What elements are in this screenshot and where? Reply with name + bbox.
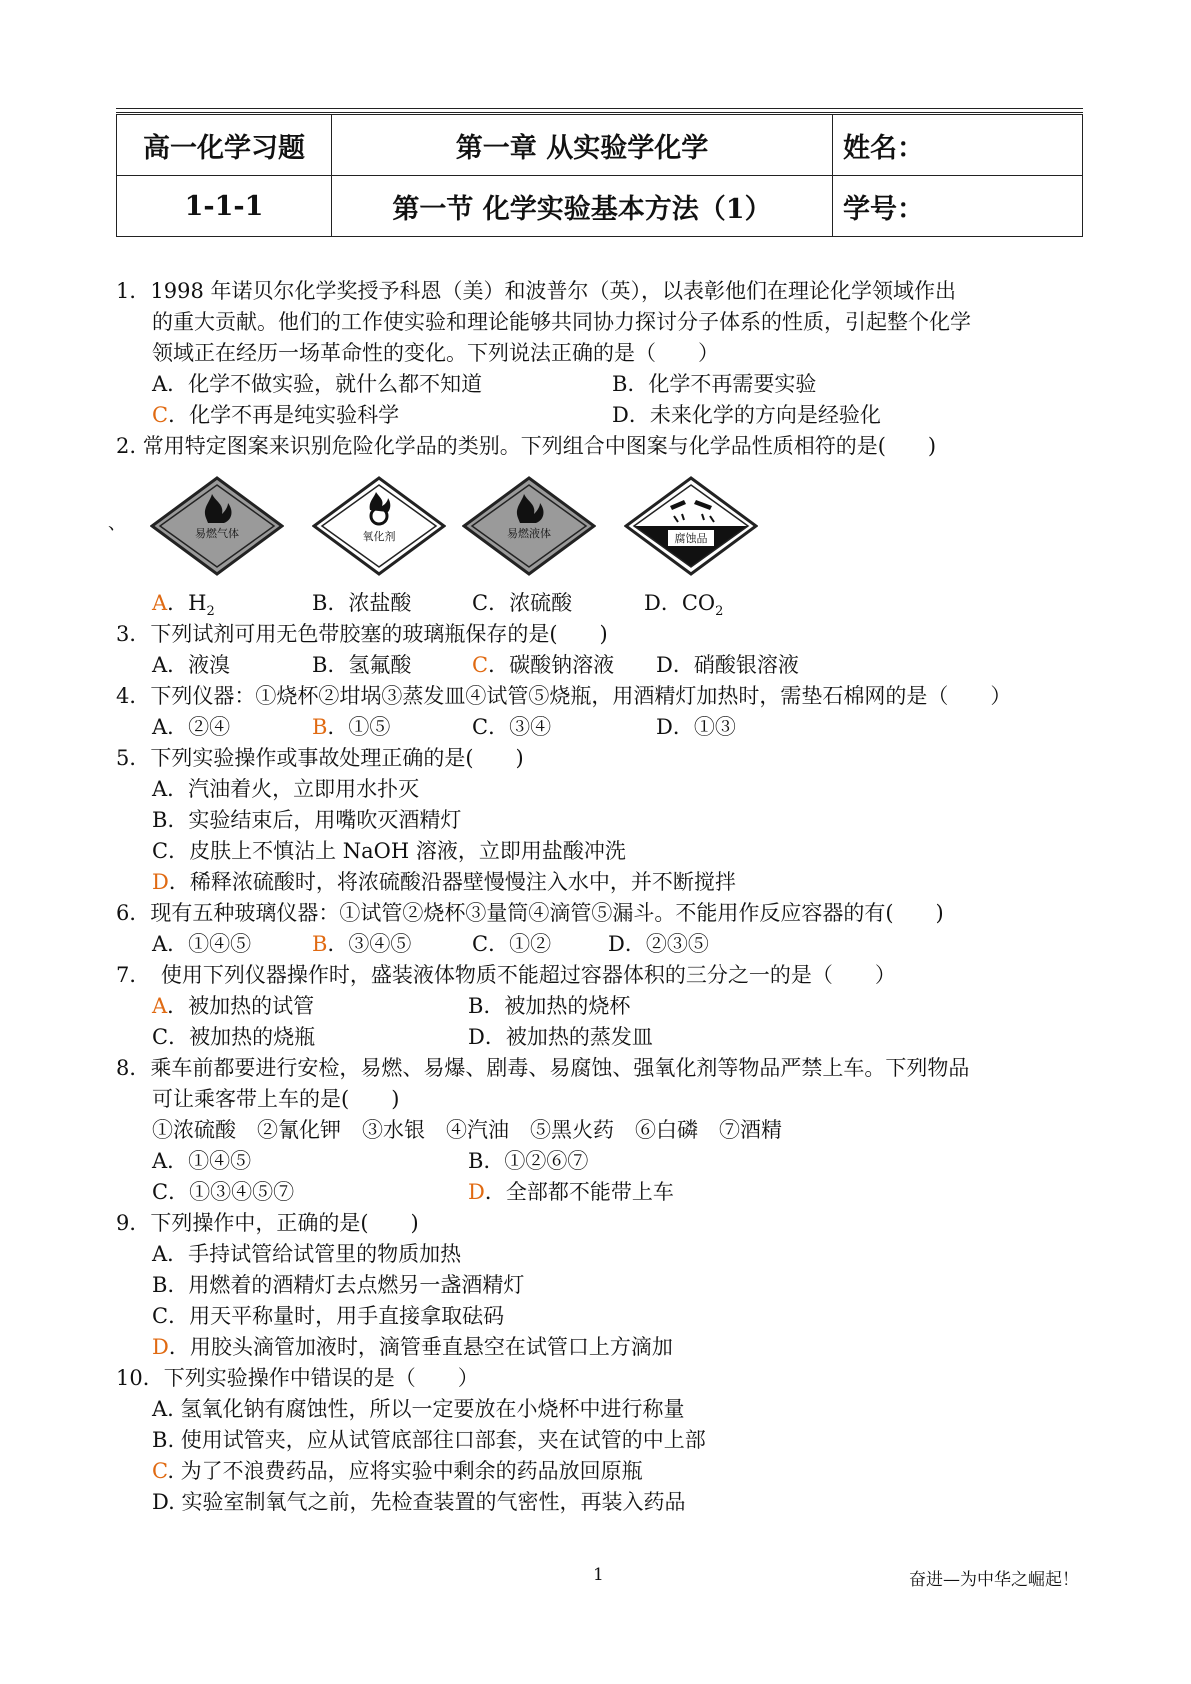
- question-10-option-c: C. 为了不浪费药品，应将实验中剩余的药品放回原瓶: [152, 1459, 643, 1483]
- section-title: 第一节 化学实验基本方法（1）: [332, 176, 833, 237]
- chapter-title: 第一章 从实验学化学: [332, 115, 833, 176]
- question-7-option-b: B．被加热的烧杯: [468, 994, 631, 1018]
- question-1-stem-line-2: 的重大贡献。他们的工作使实验和理论能够共同协力探讨分子体系的性质，引起整个化学: [152, 310, 971, 334]
- question-3-option-d: D．硝酸银溶液: [656, 653, 799, 677]
- flammable-gas-icon: [150, 476, 284, 576]
- question-3-option-a: A．液溴: [152, 653, 231, 677]
- question-5-stem: 5．下列实验操作或事故处理正确的是( ): [116, 746, 524, 770]
- flammable-liquid-icon: [462, 476, 596, 576]
- exercise-code: 1-1-1: [117, 176, 332, 237]
- question-2-options-row: [116, 588, 1096, 619]
- question-8-stem-line-2: 可让乘客带上车的是( ): [152, 1087, 400, 1111]
- question-5-option-a: A．汽油着火，立即用水扑灭: [152, 777, 420, 801]
- question-5-option-c: C．皮肤上不慎沾上 NaOH 溶液，立即用盐酸冲洗: [152, 839, 626, 863]
- question-8-options-row-1: [116, 1146, 1096, 1177]
- question-9-option-c: C．用天平称量时，用手直接拿取砝码: [152, 1304, 505, 1328]
- page-number: 1: [593, 1565, 604, 1585]
- question-9-stem: 9．下列操作中，正确的是( ): [116, 1211, 419, 1235]
- question-8-stem-line-1: 8．乘车前都要进行安检，易燃、易爆、剧毒、易腐蚀、强氧化剂等物品严禁上车。下列物品: [116, 1056, 970, 1080]
- answer-marker: A: [152, 591, 168, 615]
- question-3: [116, 619, 1096, 681]
- question-8-option-b: B．①②⑥⑦: [468, 1149, 589, 1173]
- svg-text:腐蚀品: 腐蚀品: [674, 532, 708, 545]
- question-4-option-a: A．②④: [152, 715, 231, 739]
- question-2-stem: 2. 常用特定图案来识别危险化学品的类别。下列组合中图案与化学品性质相符的是( ): [116, 434, 937, 458]
- question-10-option-d: D. 实验室制氧气之前，先检查装置的气密性，再装入药品: [152, 1490, 686, 1514]
- question-2-option-d: D．$CO_2$: [644, 591, 724, 620]
- name-label: 姓名：: [833, 115, 1083, 176]
- question-9-option-a: A．手持试管给试管里的物质加热: [152, 1242, 462, 1266]
- question-4-option-b: B．①⑤: [312, 715, 391, 739]
- question-2-option-b: B．浓盐酸: [312, 591, 412, 615]
- question-1-option-c: C．化学不再是纯实验科学: [152, 403, 400, 427]
- header-table: [116, 114, 1083, 237]
- question-4-option-d: D．①③: [656, 715, 736, 739]
- question-1-options-row-1: [116, 369, 1096, 400]
- question-5: [116, 743, 1096, 898]
- question-10-option-b: B. 使用试管夹，应从试管底部往口部套，夹在试管的中上部: [152, 1428, 706, 1452]
- svg-text:易燃气体: 易燃气体: [195, 527, 239, 540]
- question-7-stem: 7． 使用下列仪器操作时，盛装液体物质不能超过容器体积的三分之一的是（ ）: [116, 963, 896, 987]
- question-2-option-c: C．浓硫酸: [472, 591, 573, 615]
- question-2-options: [116, 588, 1096, 619]
- question-3-option-b: B．氢氟酸: [312, 653, 412, 677]
- question-3-option-c: C．碳酸钠溶液: [472, 653, 615, 677]
- question-7-options-row-1: [116, 991, 1096, 1022]
- question-10-stem: 10．下列实验操作中错误的是（ ）: [116, 1366, 479, 1390]
- question-4-option-c: C．③④: [472, 715, 552, 739]
- stray-mark: 、: [108, 513, 126, 534]
- oxidizer-icon: [312, 476, 446, 576]
- answer-marker: D: [468, 1180, 485, 1204]
- svg-text:易燃液体: 易燃液体: [507, 527, 551, 540]
- question-3-stem: 3．下列试剂可用无色带胶塞的玻璃瓶保存的是( ): [116, 622, 608, 646]
- course-title: 高一化学习题: [117, 115, 332, 176]
- question-7-options-row-2: [116, 1022, 1096, 1053]
- flammable-liquid-sign: [462, 476, 596, 576]
- question-6-option-d: D．②③⑤: [608, 932, 709, 956]
- question-6-stem: 6．现有五种玻璃仪器：①试管②烧杯③量筒④滴管⑤漏斗。不能用作反应容器的有( ): [116, 901, 944, 925]
- question-6: [116, 898, 1096, 960]
- answer-marker: A: [152, 994, 168, 1018]
- question-10-option-a: A. 氢氧化钠有腐蚀性，所以一定要放在小烧杯中进行称量: [152, 1397, 685, 1421]
- corrosive-sign: [624, 476, 758, 576]
- question-2-option-a: A．$H_2$: [152, 591, 215, 620]
- question-6-option-a: A．①④⑤: [152, 932, 252, 956]
- question-8-option-d: D．全部都不能带上车: [468, 1180, 674, 1204]
- question-1-stem-line-3: 领域正在经历一场革命性的变化。下列说法正确的是（ ）: [152, 341, 719, 365]
- question-9-option-d: D．用胶头滴管加液时，滴管垂直悬空在试管口上方滴加: [152, 1335, 673, 1359]
- question-8-items: ①浓硫酸 ②氰化钾 ③水银 ④汽油 ⑤黑火药 ⑥白磷 ⑦酒精: [152, 1118, 782, 1142]
- answer-marker: C: [472, 653, 489, 677]
- top-rule-1: [116, 108, 1083, 109]
- question-7-option-c: C．被加热的烧瓶: [152, 1025, 316, 1049]
- question-6-option-c: C．①②: [472, 932, 552, 956]
- question-6-option-b: B．③④⑤: [312, 932, 412, 956]
- question-1-option-b: B．化学不再需要实验: [612, 372, 817, 396]
- footer-motto: 奋进—为中华之崛起！: [909, 1570, 1079, 1590]
- answer-marker: D: [152, 870, 169, 894]
- question-1: [116, 276, 1096, 431]
- question-1-stem-line-1: 1．1998 年诺贝尔化学奖授予科恩（美）和波普尔（英），以表彰他们在理论化学领域作出: [116, 279, 956, 303]
- svg-text:氧化剂: 氧化剂: [362, 530, 396, 543]
- question-1-option-d: D．未来化学的方向是经验化: [612, 403, 881, 427]
- top-rule-2: [116, 112, 1083, 113]
- question-6-options-row: [116, 929, 1096, 960]
- flammable-gas-sign: [150, 476, 284, 576]
- question-4-stem: 4．下列仪器：①烧杯②坩埚③蒸发皿④试管⑤烧瓶，用酒精灯加热时，需垫石棉网的是（ ）: [116, 684, 1012, 708]
- question-4: [116, 681, 1096, 743]
- question-7: [116, 960, 1096, 1053]
- answer-marker: B: [312, 932, 328, 956]
- answer-marker: C: [152, 403, 169, 427]
- corrosive-icon: [624, 476, 758, 576]
- question-4-options-row: [116, 712, 1096, 743]
- question-1-option-a: A．化学不做实验，就什么都不知道: [152, 372, 483, 396]
- question-7-option-d: D．被加热的蒸发皿: [468, 1025, 653, 1049]
- hazard-signs: [150, 476, 770, 576]
- question-8-options-row-2: [116, 1177, 1096, 1208]
- student-id-label: 学号：: [833, 176, 1083, 237]
- question-1-options-row-2: [116, 400, 1096, 431]
- question-8: [116, 1053, 1096, 1208]
- answer-marker: D: [152, 1335, 169, 1359]
- question-7-option-a: A．被加热的试管: [152, 994, 315, 1018]
- question-9: [116, 1208, 1096, 1363]
- oxidizer-sign: [312, 476, 446, 576]
- question-2: [116, 431, 1096, 462]
- answer-marker: C: [152, 1459, 168, 1483]
- question-8-option-a: A．①④⑤: [152, 1149, 252, 1173]
- question-5-option-d: D．稀释浓硫酸时，将浓硫酸沿器壁慢慢注入水中，并不断搅拌: [152, 870, 736, 894]
- question-8-option-c: C．①③④⑤⑦: [152, 1180, 295, 1204]
- question-3-options-row: [116, 650, 1096, 681]
- question-10: [116, 1363, 1096, 1518]
- question-5-option-b: B．实验结束后，用嘴吹灭酒精灯: [152, 808, 462, 832]
- question-9-option-b: B．用燃着的酒精灯去点燃另一盏酒精灯: [152, 1273, 525, 1297]
- answer-marker: B: [312, 715, 328, 739]
